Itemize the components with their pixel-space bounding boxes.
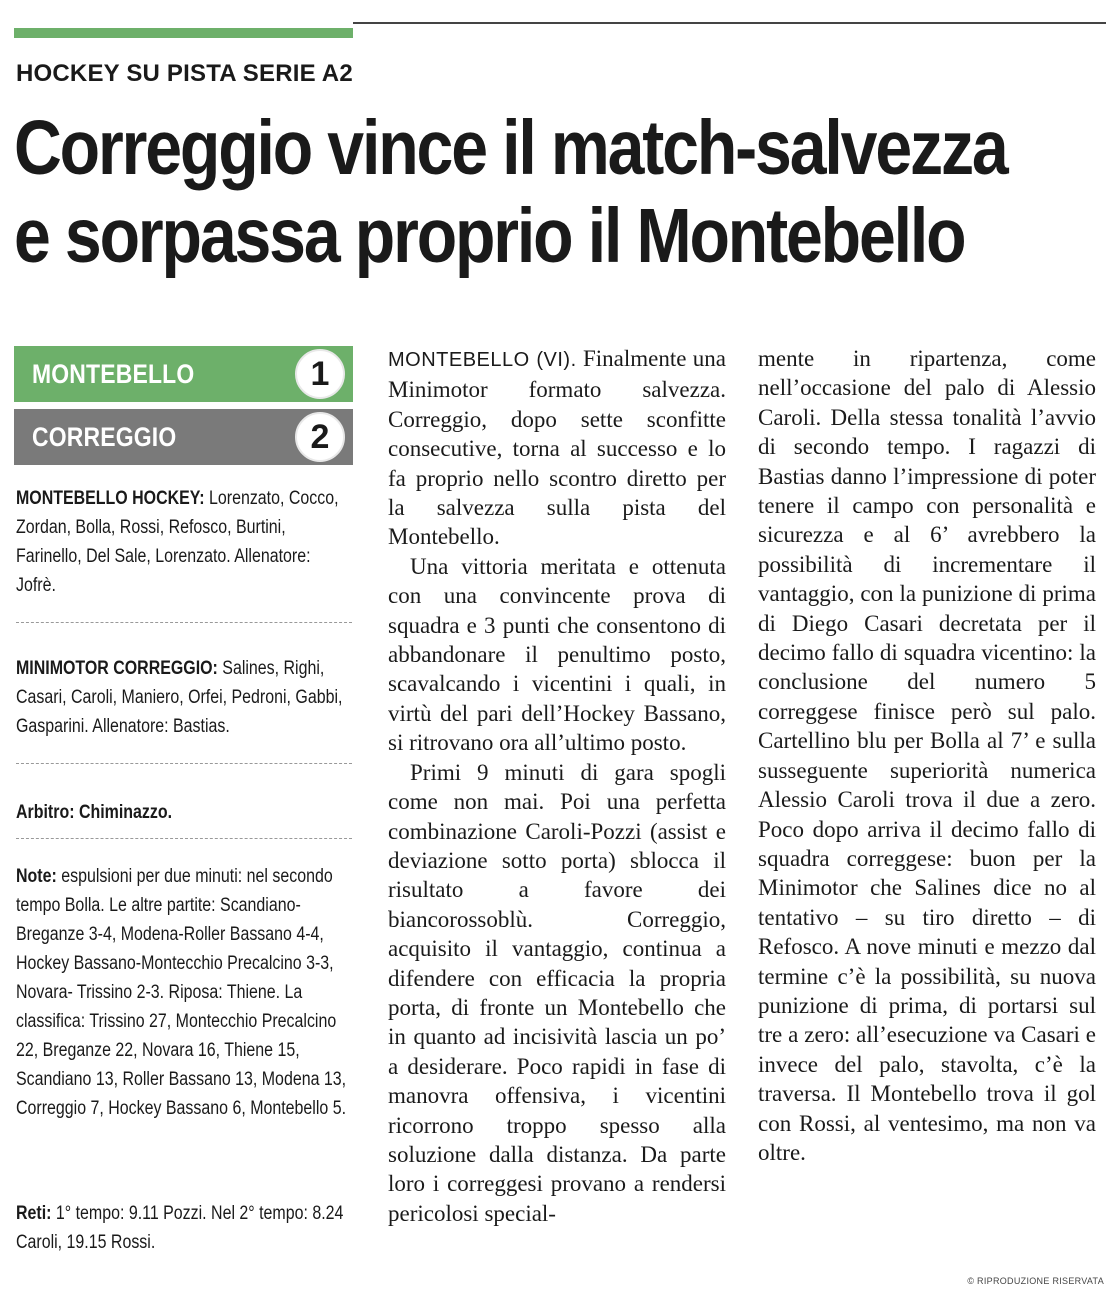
divider	[16, 838, 352, 839]
goals	[16, 1199, 354, 1257]
home-lineup-text: Lorenzato, Cocco, Zordan, Bolla, Rossi, Refosco, Burtini, Farinello, Del Sale, Lorenzato. Allenatore: Jofrè.	[16, 488, 339, 596]
away-lineup-label: MINIMOTOR CORREGGIO:	[16, 658, 218, 679]
away-score: 2	[295, 412, 345, 462]
article-paragraph: mente in ripartenza, come nell’occasione del palo di Alessio Caroli. Della stessa tonalità l’avvio di secondo tempo. I ragazzi di Bastias danno l’impressione di poter tenere il campo con personalità e sicurezza e al 6’ avrebbero la possibilità di incrementare il vantaggio, con la punizione di prima di Diego Casari decretata per il decimo fallo di squadra vicentino: la conclusione del numero 5 correggese finisce però sul palo. Cartellino blu per Bolla al 7’ e sulla susseguente superiorità numerica Alessio Caroli trova il due a zero. Poco dopo arriva il decimo fallo di squadra correggese: buon per la Minimotor che Salines dice no al tentativo – su tiro diretto – di Refosco. A nove minuti e mezzo dal termine c’è la possibilità, su nuova punizione di prima, di portarsi sul tre a zero: all’esecuzione va Casari e invece del palo, stavolta, c’è la traversa. Il Montebello trova il gol con Rossi, al ventesimo, ma non va oltre.	[758, 346, 1096, 1165]
article-paragraph: Primi 9 minuti di gara spogli come non mai. Poi una perfetta combinazione Caroli-Pozzi (assist e deviazione sotto porta) sblocca il risultato a favore dei biancorossoblù. Correggio, acquisito il vantaggio, continua a difendere con efficacia la propria porta, di fronte un Montebello che in quanto ad incisività lascia un po’ a desiderare. Poco rapidi in fase di manovra offensiva, i vicentini ricorrono troppo spesso alla soluzione dalla distanza. Da parte loro i correggesi provano a rendersi pericolosi special-	[388, 759, 726, 1226]
section-color-bar	[14, 28, 353, 38]
home-lineup-label: MONTEBELLO HOCKEY:	[16, 488, 205, 509]
referee-name: Chiminazzo.	[74, 802, 173, 823]
scoreboard-away	[14, 409, 353, 465]
notes-label: Note:	[16, 866, 57, 887]
article-column-1	[388, 344, 726, 1228]
home-score: 1	[295, 349, 345, 399]
goals-label: Reti:	[16, 1203, 52, 1224]
away-lineup	[16, 654, 354, 741]
home-team-name: MONTEBELLO	[32, 358, 195, 389]
article-column-2	[758, 344, 1096, 1167]
divider	[16, 763, 352, 764]
away-team-name: CORREGGIO	[32, 421, 177, 452]
kicker: HOCKEY SU PISTA SERIE A2	[16, 60, 353, 87]
away-lineup-text: Salines, Righi, Casari, Caroli, Maniero, Orfei, Pedroni, Gabbi, Gasparini. Allenatore: Bastias.	[16, 658, 343, 737]
referee	[16, 798, 354, 827]
divider	[16, 622, 352, 623]
headline-line-2: e sorpassa proprio il Montebello	[14, 193, 965, 279]
notes	[16, 862, 354, 1123]
article-paragraph: Una vittoria meritata e ottenuta con una convincente prova di squadra e 3 punti che consentono di abbandonare il penultimo posto, scavalcando i vicentini i quali, in virtù del pari dell’Hockey Bassano, si ritrovano ora all’ultimo posto.	[388, 553, 726, 756]
article-paragraph: MONTEBELLO (VI). Finalmente una Minimotor formato salvezza. Correggio, dopo sette sconfitte consecutive, torna al successo e lo fa proprio nello scontro diretto per la salvezza sulla pista del Montebello.	[388, 346, 726, 550]
referee-label: Arbitro:	[16, 802, 75, 823]
top-rule	[353, 22, 1106, 24]
headline	[14, 104, 1109, 280]
scoreboard-home	[14, 346, 353, 402]
home-lineup	[16, 484, 354, 600]
headline-line-1: Correggio vince il match-salvezza	[14, 105, 1007, 191]
notes-text: espulsioni per due minuti: nel secondo tempo Bolla. Le altre partite: Scandiano-Breganze 3-4, Modena-Roller Bassano 4-4, Hockey Bassano-Montecchio Precalcino 3-3, Novara- Trissino 2-3. Riposa: Thiene. La classifica: Trissino 27, Montecchio Precalcino 22, Breganze 22, Novara 16, Thiene 15, Scandiano 13, Roller Bassano 13, Modena 13, Correggio 7, Hockey Bassano 6, Montebello 5.	[16, 866, 347, 1119]
copyright: © RIPRODUZIONE RISERVATA	[967, 1276, 1104, 1286]
dateline: MONTEBELLO (VI).	[388, 349, 577, 371]
goals-text: 1° tempo: 9.11 Pozzi. Nel 2° tempo: 8.24 Caroli, 19.15 Rossi.	[16, 1203, 344, 1253]
